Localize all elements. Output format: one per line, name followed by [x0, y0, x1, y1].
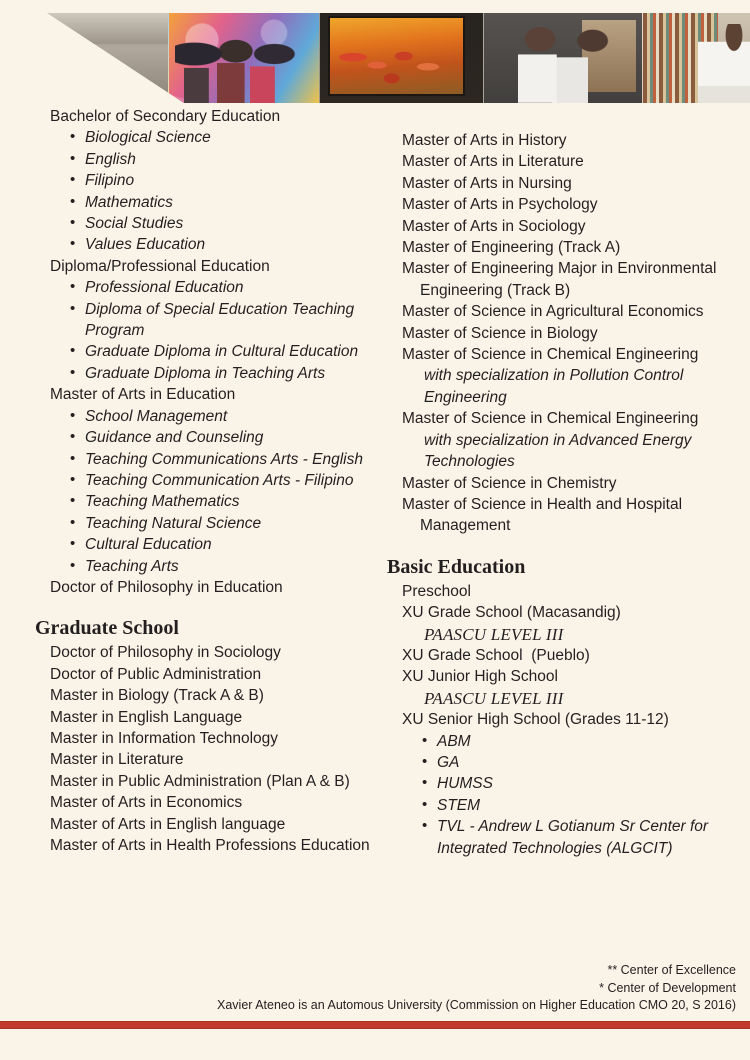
list-item: • Social Studies — [50, 213, 395, 234]
accreditation-label: PAASCU LEVEL III — [424, 624, 564, 644]
banner-photo-strip — [0, 13, 750, 103]
list-item: • Graduate Diploma in Cultural Education — [50, 341, 395, 362]
list-item: • Biological Science — [50, 127, 395, 148]
list-item: • Teaching Natural Science — [50, 513, 395, 534]
list-item: Master of Arts in History — [402, 132, 567, 149]
list-item: • Cultural Education — [50, 534, 395, 555]
basic-education-list — [402, 581, 732, 859]
list-item: Master of Science in Agricultural Economics — [402, 303, 704, 321]
list-item: Master of Science in Biology — [402, 324, 598, 342]
student-pointing-photo — [483, 13, 642, 103]
list-item: • Teaching Mathematics — [50, 491, 395, 512]
list-item: • English — [50, 149, 395, 170]
list-item: XU Senior High School (Grades 11-12) — [402, 711, 669, 729]
list-item: • TVL - Andrew L Gotianum Sr Center for Integrated Technologies (ALGCIT) — [402, 816, 732, 859]
list-item: XU Grade School (Pueblo) — [402, 646, 590, 664]
list-item: • School Management — [50, 406, 395, 427]
list-item: • Mathematics — [50, 192, 395, 213]
graduate-program-continuation-list — [402, 130, 732, 537]
library-reading-photo — [642, 13, 750, 103]
program-group-master-of-arts-in-education — [50, 384, 395, 577]
list-item: • Diploma of Special Education Teaching Program — [50, 299, 395, 342]
list-item: Master of Arts in Economics — [50, 794, 243, 812]
list-item: Master of Arts in Literature — [402, 153, 584, 171]
program-specialization-note: with specialization in Pollution Control Engineering — [424, 367, 688, 406]
list-item: • Teaching Communications Arts - English — [50, 449, 395, 470]
list-item: Master in English Language — [50, 708, 243, 726]
header-photo-banner — [0, 13, 750, 103]
list-item: Master of Engineering (Track A) — [402, 239, 621, 257]
list-item: • Values Education — [50, 234, 395, 255]
accreditation-label: PAASCU LEVEL III — [424, 688, 564, 708]
list-item: XU Junior High School — [402, 668, 558, 686]
list-item: • Graduate Diploma in Teaching Arts — [50, 363, 395, 384]
program-heading: Master of Arts in Education — [50, 386, 236, 404]
list-item: • Guidance and Counseling — [50, 427, 395, 448]
program-heading: Diploma/Professional Education — [50, 257, 270, 275]
footer-notes — [0, 962, 736, 1015]
section-title-graduate-school: Graduate School — [35, 617, 179, 640]
list-item: Doctor of Public Administration — [50, 665, 262, 683]
mural-students-photo — [168, 13, 319, 103]
list-item: Preschool — [402, 582, 471, 600]
section-title-basic-education: Basic Education — [387, 555, 526, 578]
list-item: Master in Information Technology — [50, 729, 279, 747]
bottom-divider-rule — [0, 1021, 750, 1029]
list-item: • Professional Education — [50, 277, 395, 298]
list-item: Master in Literature — [50, 751, 184, 769]
graduate-school-program-list — [50, 642, 395, 856]
list-item: Master of Science in Health and Hospital Management — [402, 495, 687, 535]
left-column — [35, 106, 395, 856]
list-item: • ABM — [402, 731, 732, 752]
program-group-diploma-professional-education — [50, 256, 395, 384]
list-item: • STEM — [402, 795, 732, 816]
list-item: Master of Science in Chemical Engineering — [402, 346, 699, 364]
orange-painting-photo — [319, 13, 483, 103]
list-item: Master of Arts in Sociology — [402, 217, 586, 235]
classroom-students-photo — [0, 13, 168, 103]
list-item: Master of Arts in Nursing — [402, 174, 572, 192]
list-item: Master in Biology (Track A & B) — [50, 687, 264, 705]
program-major-list — [50, 277, 395, 384]
list-item: Master of Engineering Major in Environmental Engineering (Track B) — [402, 260, 721, 299]
list-item: • GA — [402, 752, 732, 773]
list-item: • HUMSS — [402, 773, 732, 794]
list-item: Master of Arts in Health Professions Education — [50, 837, 370, 854]
program-major-list — [50, 127, 395, 255]
program-group-bachelor-secondary-education — [50, 106, 395, 256]
footnote-autonomous-university: Xavier Ateneo is an Automous University (Commission on Higher Education CMO 20, S 2016) — [217, 998, 736, 1012]
program-major-list — [50, 406, 395, 577]
list-item: • Teaching Communication Arts - Filipino — [50, 470, 395, 491]
senior-high-strand-list — [402, 731, 732, 859]
program-heading: Bachelor of Secondary Education — [50, 108, 281, 125]
list-item: Doctor of Philosophy in Sociology — [50, 644, 281, 662]
right-column — [387, 130, 732, 859]
list-item: Master of Science in Chemistry — [402, 474, 617, 492]
footnote-center-of-development: * Center of Development — [599, 980, 736, 995]
program-specialization-note: with specialization in Advanced Energy Technologies — [424, 431, 696, 471]
list-item: • Teaching Arts — [50, 556, 395, 577]
list-item: Master in Public Administration (Plan A & B) — [50, 772, 350, 790]
list-item: Master of Arts in Psychology — [402, 196, 598, 214]
list-item: XU Grade School (Macasandig) — [402, 604, 621, 622]
list-item: • Filipino — [50, 170, 395, 191]
list-item: Master of Science in Chemical Engineering — [402, 410, 699, 428]
program-heading-doctor-of-philosophy-in-education: Doctor of Philosophy in Education — [50, 578, 283, 596]
list-item: Master of Arts in English language — [50, 815, 286, 833]
footnote-center-of-excellence: ** Center of Excellence — [607, 963, 736, 977]
